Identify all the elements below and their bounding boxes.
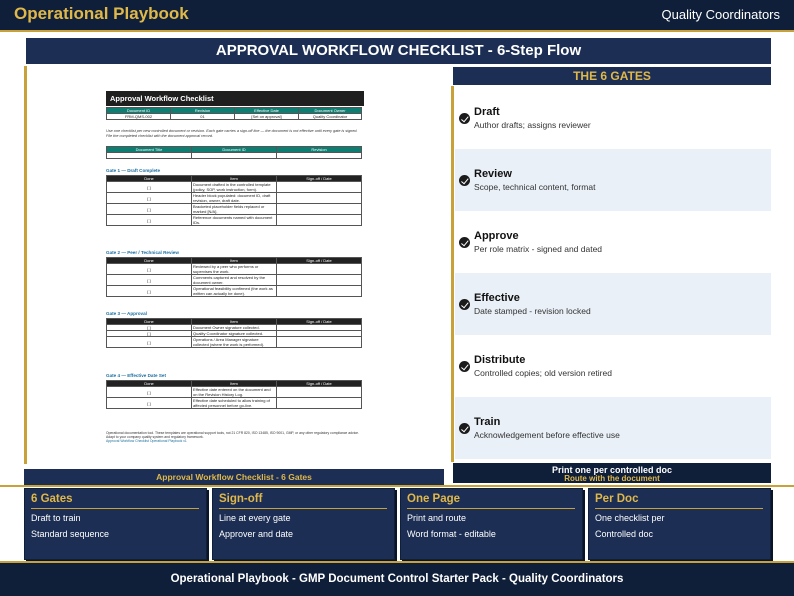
gate-col-header: Sign-off / Date <box>277 319 362 325</box>
check-circle-icon <box>459 237 470 248</box>
check-circle-icon <box>459 361 470 372</box>
gate-name: Draft <box>474 106 500 118</box>
card-title: One Page <box>407 493 461 505</box>
divider <box>0 30 794 32</box>
checkbox[interactable]: [ ] <box>107 215 192 226</box>
gate-item: Reviewed by a peer who performs or supervises the work. <box>192 264 277 275</box>
card-divider <box>595 508 763 509</box>
gate-table <box>106 318 362 348</box>
card-6-gates <box>24 488 207 560</box>
card-line: Standard sequence <box>31 529 110 539</box>
gate-col-header: Item <box>192 381 277 387</box>
gate-item: Document Owner signature collected. <box>192 325 277 331</box>
check-circle-icon <box>459 299 470 310</box>
gate-table <box>106 257 362 297</box>
gate-col-header: Item <box>192 319 277 325</box>
gate-item: Header block populated: document ID, draft revision, owner, draft date. <box>192 193 277 204</box>
checkbox[interactable]: [ ] <box>107 337 192 348</box>
footnote-link: Approval Workflow Checklist Operational Playbook v1 <box>106 439 187 444</box>
checkbox[interactable]: [ ] <box>107 204 192 215</box>
table-row <box>107 182 362 193</box>
print-instruction <box>453 463 771 483</box>
meta-table <box>106 107 362 120</box>
signoff-cell[interactable] <box>277 182 362 193</box>
card-line: Print and route <box>407 513 467 523</box>
gate-item: Operations / Area Manager signature collected (where the work is performed). <box>192 337 277 348</box>
check-circle-icon <box>459 113 470 124</box>
gate-item-approve <box>455 211 771 273</box>
table-row <box>107 337 362 348</box>
card-line: Controlled doc <box>595 529 654 539</box>
document-table <box>106 146 362 159</box>
card-per-doc <box>588 488 771 560</box>
doc-header: Document ID <box>192 147 277 153</box>
meta-value: 01 <box>171 114 235 120</box>
gate-item: Quality Coordinator signature collected. <box>192 331 277 337</box>
brand-title: Operational Playbook <box>14 4 189 23</box>
card-sign-off <box>212 488 395 560</box>
table-row <box>107 398 362 409</box>
gate-section-title: Gate 4 — Effective Date Set <box>106 373 166 378</box>
card-title: Per Doc <box>595 493 639 505</box>
card-line: Line at every gate <box>219 513 291 523</box>
gate-description: Author drafts; assigns reviewer <box>474 120 591 130</box>
meta-value: FRM-QMS-002 <box>107 114 171 120</box>
print-line-1: Print one per controlled doc <box>551 465 672 475</box>
gate-name: Approve <box>474 230 519 242</box>
top-bar <box>0 0 794 30</box>
meta-header: Document Owner <box>299 108 362 114</box>
gate-item-distribute <box>455 335 771 397</box>
signoff-cell[interactable] <box>277 275 362 286</box>
gate-item-draft <box>455 87 771 149</box>
table-row <box>107 275 362 286</box>
gate-name: Review <box>474 168 512 180</box>
gate-section-title: Gate 1 — Draft Complete <box>106 168 161 173</box>
preview-caption: Approval Workflow Checklist - 6 Gates <box>24 469 444 485</box>
table-row <box>107 387 362 398</box>
meta-header: Revision <box>171 108 235 114</box>
footer-title: Operational Playbook - GMP Document Control Starter Pack - Quality Coordinators <box>0 563 794 596</box>
table-row <box>107 204 362 215</box>
page-title: APPROVAL WORKFLOW CHECKLIST - 6-Step Flow <box>26 38 771 64</box>
gate-section-title: Gate 2 — Peer / Technical Review <box>106 250 179 255</box>
checkbox[interactable]: [ ] <box>107 193 192 204</box>
gate-description: Scope, technical content, format <box>474 182 596 192</box>
gate-col-header: Done <box>107 381 192 387</box>
preview-intro: Use one checklist per new controlled document or revision. Each gate carries a sign-off line — the document is not effective until every gate is signed. File the completed checklist with the document approval record. <box>106 129 358 138</box>
preview-footnote <box>106 431 364 444</box>
gate-description: Acknowledgement before effective use <box>474 430 620 440</box>
gate-item: Operational feasibility confirmed (the work as written can actually be done). <box>192 286 277 297</box>
card-line: One checklist per <box>595 513 665 523</box>
print-line-2: Route with the document <box>564 474 660 483</box>
gate-name: Train <box>474 416 501 428</box>
meta-header: Document ID <box>107 108 171 114</box>
checklist-preview <box>100 88 366 448</box>
right-accent <box>451 86 454 462</box>
check-circle-icon <box>459 175 470 186</box>
gate-item-train <box>455 397 771 459</box>
signoff-cell[interactable] <box>277 264 362 275</box>
gate-table <box>106 175 362 226</box>
gate-col-header: Done <box>107 176 192 182</box>
card-divider <box>31 508 199 509</box>
audience-label: Quality Coordinators <box>661 7 780 22</box>
gate-col-header: Sign-off / Date <box>277 381 362 387</box>
gates-heading: THE 6 GATES <box>453 67 771 85</box>
gate-item: Reference documents named with document IDs. <box>192 215 277 226</box>
meta-value: Quality Coordinator <box>299 114 362 120</box>
signoff-cell[interactable] <box>277 337 362 348</box>
signoff-cell[interactable] <box>277 193 362 204</box>
gate-name: Distribute <box>474 354 526 366</box>
divider <box>0 485 794 487</box>
signoff-cell[interactable] <box>277 215 362 226</box>
gate-description: Per role matrix - signed and dated <box>474 244 603 254</box>
checkbox[interactable]: [ ] <box>107 286 192 297</box>
card-divider <box>219 508 387 509</box>
gate-item: Document drafted in the controlled template (policy, SOP, work instruction, form). <box>192 182 277 193</box>
gate-item-effective <box>455 273 771 335</box>
gate-col-header: Sign-off / Date <box>277 258 362 264</box>
doc-header: Document Title <box>107 147 192 153</box>
card-title: Sign-off <box>219 493 263 505</box>
checkbox[interactable]: [ ] <box>107 325 192 331</box>
checkbox[interactable]: [ ] <box>107 331 192 337</box>
checkbox[interactable]: [ ] <box>107 398 192 409</box>
gate-col-header: Item <box>192 176 277 182</box>
table-row <box>107 193 362 204</box>
gate-col-header: Done <box>107 319 192 325</box>
signoff-cell[interactable] <box>277 286 362 297</box>
signoff-cell[interactable] <box>277 398 362 409</box>
gate-col-header: Sign-off / Date <box>277 176 362 182</box>
check-circle-icon <box>459 423 470 434</box>
card-line: Approver and date <box>219 529 294 539</box>
checkbox[interactable]: [ ] <box>107 387 192 398</box>
left-accent <box>24 66 27 464</box>
signoff-cell[interactable] <box>277 387 362 398</box>
gate-item: Bracketed placeholder fields replaced or marked [N/A]. <box>192 204 277 215</box>
gate-name: Effective <box>474 292 520 304</box>
gate-col-header: Item <box>192 258 277 264</box>
card-line: Word format - editable <box>407 529 496 539</box>
gate-description: Date stamped - revision locked <box>474 306 591 316</box>
gate-section-title: Gate 3 — Approval <box>106 311 147 316</box>
card-line: Draft to train <box>31 513 81 523</box>
card-one-page <box>400 488 583 560</box>
doc-header: Revision <box>277 147 362 153</box>
preview-title: Approval Workflow Checklist <box>106 91 364 106</box>
footnote-text: Operational documentation tool. These templates are operational support tools, not 21 CFR 820, ISO 13485, ISO 9001, GMP, or any other regulatory compliance advice. Adapt to your company quality system and regulatory framework. <box>106 431 359 440</box>
gate-item-review <box>455 149 771 211</box>
meta-value: [Set on approval] <box>235 114 299 120</box>
card-title: 6 Gates <box>31 493 73 505</box>
gate-item: Effective date scheduled to allow training of affected personnel before go-live. <box>192 398 277 409</box>
table-row <box>107 286 362 297</box>
checkbox[interactable]: [ ] <box>107 264 192 275</box>
gate-item: Effective date entered on the document and on the Revision History Log. <box>192 387 277 398</box>
signoff-cell[interactable] <box>277 204 362 215</box>
gate-col-header: Done <box>107 258 192 264</box>
checkbox[interactable]: [ ] <box>107 182 192 193</box>
gate-description: Controlled copies; old version retired <box>474 368 612 378</box>
gate-item: Comments captured and resolved by the document owner. <box>192 275 277 286</box>
card-divider <box>407 508 575 509</box>
table-row <box>107 264 362 275</box>
meta-header: Effective Date <box>235 108 299 114</box>
checkbox[interactable]: [ ] <box>107 275 192 286</box>
gate-table <box>106 380 362 409</box>
table-row <box>107 215 362 226</box>
